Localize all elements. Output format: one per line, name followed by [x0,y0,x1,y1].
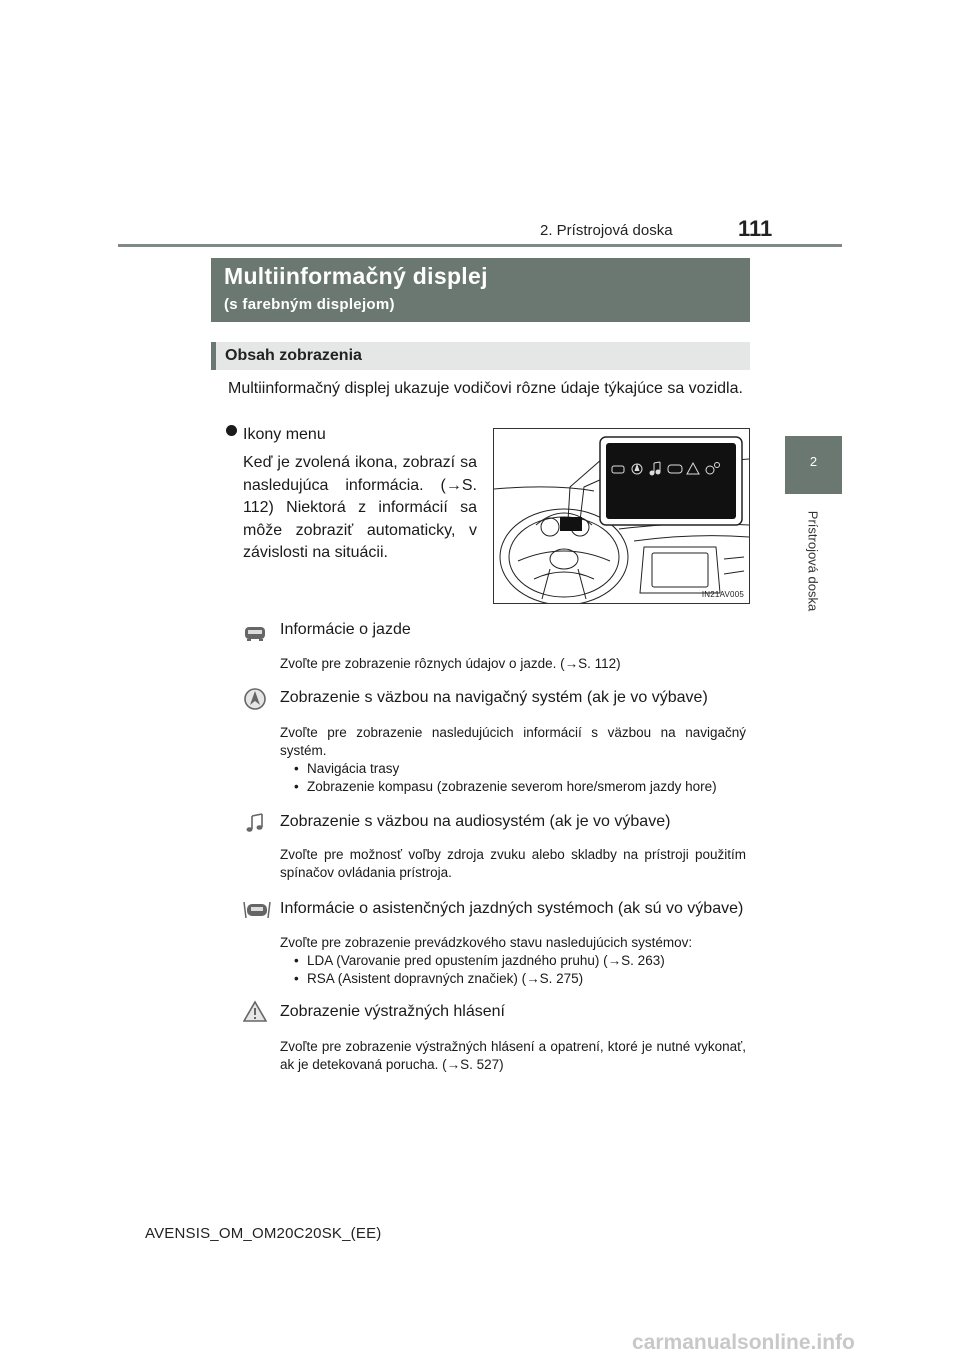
figure-code: IN21AV005 [701,590,744,599]
item-list [280,760,760,796]
item-description: Zvoľte pre zobrazenie výstražných hlásení a opatrení, ktoré je nutné vykonať, ak je detekovaná porucha. (→S. 527) [280,1039,746,1072]
item-description: Zvoľte pre zobrazenie nasledujúcich informácií s väzbou na navigačný systém. [280,725,746,758]
chapter-tab-number: 2 [809,454,818,469]
list-item: • Navigácia trasy [280,760,760,778]
chapter-tab-label: Prístrojová doska [805,510,821,612]
list-item: • LDA (Varovanie pred opustením jazdného pruhu) (→S. 263) [280,952,750,970]
item-description: Zvoľte pre zobrazenie rôznych údajov o jazde. (→S. 112) [280,656,621,671]
warning-icon [243,1000,267,1024]
item-title: Informácie o asistenčných jazdných systémoch (ak sú vo výbave) [280,900,744,917]
list-item: • RSA (Asistent dopravných značiek) (→S. 275) [280,970,750,988]
bullet-dot-icon [226,425,237,436]
car-info-icon [243,620,267,644]
running-header-section: 2. Prístrojová doska [540,222,673,239]
dashboard-illustration [493,428,750,604]
chapter-tab-label-wrap [793,506,833,616]
dashboard-drawing [494,429,749,603]
list-item: • Zobrazenie kompasu (zobrazenie severom hore/smerom jazdy hore) [280,778,760,796]
item-title: Informácie o jazde [280,621,411,638]
bullet-body: Keď je zvolená ikona, zobrazí sa nasledujúca informácia. (→S. 112) Niektorá z informácií sa môže zobraziť automaticky, v závislosti na situácii. [243,454,477,561]
intro-paragraph: Multiinformačný displej ukazuje vodičovi rôzne údaje týkajúce sa vozidla. [228,380,743,397]
watermark: carmanualsonline.info [632,1331,855,1354]
item-list [280,952,750,988]
item-description: Zvoľte pre možnosť voľby zdroja zvuku alebo skladby na prístroji použitím spínačov ovládania prístroja. [280,847,746,880]
section-subtitle: (s farebným displejom) [224,296,395,313]
subheading-text: Obsah zobrazenia [225,347,362,364]
bullet-title: Ikony menu [243,426,326,443]
item-title: Zobrazenie výstražných hlásení [280,1003,505,1020]
item-title: Zobrazenie s väzbou na audiosystém (ak je vo výbave) [280,813,671,830]
driving-assist-icon [243,898,271,922]
music-note-icon [243,811,267,835]
item-description: Zvoľte pre zobrazenie prevádzkového stavu nasledujúcich systémov: [280,935,693,950]
document-footer: AVENSIS_OM_OM20C20SK_(EE) [145,1225,382,1242]
header-rule [118,244,842,247]
section-title: Multiinformačný displej [224,263,488,289]
page-number: 111 [738,216,773,241]
chapter-tab [785,436,842,494]
section-title-box [211,258,750,322]
subheading-accent [211,342,216,370]
navigation-icon [243,687,267,711]
item-title: Zobrazenie s väzbou na navigačný systém (ak je vo výbave) [280,689,708,706]
subheading-bar [211,342,750,370]
